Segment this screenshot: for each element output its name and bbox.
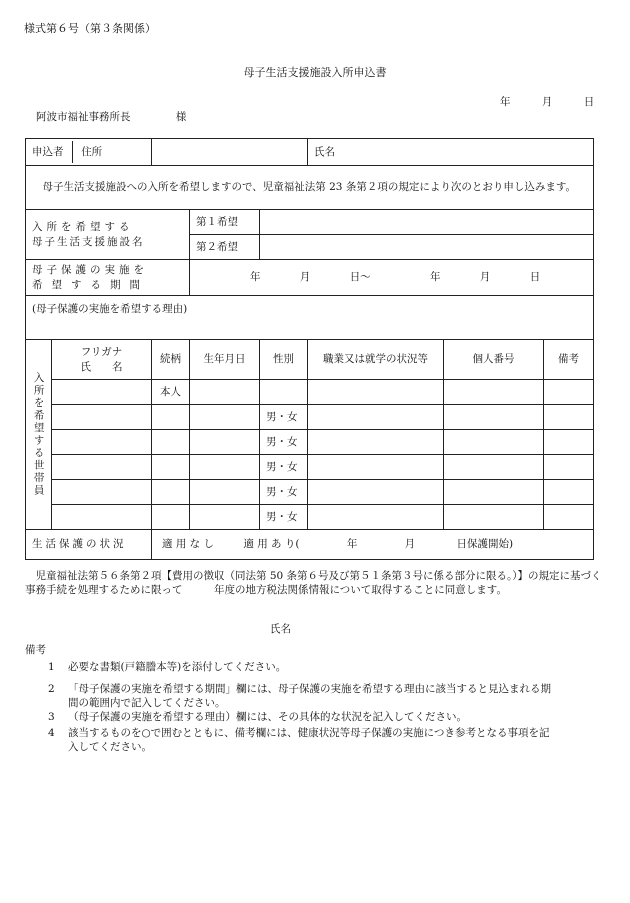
remarks-field[interactable] [544, 480, 594, 505]
note-text: （母子保護の実施を希望する理由）欄には、その具体的な状況を記入してください。 [68, 711, 467, 723]
personal-number-field[interactable] [444, 380, 544, 405]
period-day2: 日 [529, 271, 541, 284]
birthdate-field[interactable] [190, 480, 260, 505]
remarks-field[interactable] [544, 455, 594, 480]
period-year2: 年 [430, 271, 441, 284]
personal-number-field[interactable] [444, 430, 544, 455]
period-label [26, 260, 190, 296]
remarks-field[interactable] [544, 405, 594, 430]
birthdate-field[interactable] [190, 380, 260, 405]
table-row [26, 380, 594, 405]
col-personal-number: 個人番号 [444, 340, 544, 380]
relation-field[interactable] [152, 505, 190, 530]
choice2-field[interactable] [260, 235, 594, 260]
col-occupation: 職業又は就学の状況等 [308, 340, 444, 380]
statement: 母子生活支援施設への入所を希望しますので、児童福祉法第 23 条第２項の規定により次のとおり申し込みます。 [26, 166, 594, 210]
note-item [48, 682, 608, 710]
facility-label [26, 210, 190, 260]
applicant-label: 申込者 [32, 146, 64, 158]
address-field[interactable] [152, 139, 308, 166]
col-remarks: 備考 [544, 340, 594, 380]
sex-field[interactable]: 男・女 [260, 480, 308, 505]
personal-number-field[interactable] [444, 505, 544, 530]
choice1-label: 第１希望 [190, 210, 260, 235]
personal-number-field[interactable] [444, 455, 544, 480]
sex-field[interactable] [260, 380, 308, 405]
remarks-field[interactable] [544, 380, 594, 405]
col-name: 氏 名 [80, 360, 123, 373]
welfare-not-applied[interactable]: 適 用 な し [162, 538, 215, 551]
note-number: 3 [48, 711, 55, 723]
household-side-label: 入所を希望する世帯員 [26, 340, 52, 530]
birthdate-field[interactable] [190, 505, 260, 530]
addressee [36, 110, 186, 124]
col-birthdate: 生年月日 [190, 340, 260, 380]
note-item [48, 726, 608, 754]
welfare-year: 年 [346, 538, 358, 551]
addressee-honorific: 様 [175, 111, 187, 123]
member-name-field[interactable] [52, 455, 152, 480]
welfare-month: 月 [404, 538, 416, 551]
welfare-field[interactable] [152, 530, 594, 560]
member-name-field[interactable] [52, 430, 152, 455]
choice2-label: 第２希望 [190, 235, 260, 260]
personal-number-field[interactable] [444, 480, 544, 505]
sex-field[interactable]: 男・女 [260, 505, 308, 530]
note-text: 該当するものを○で囲むとともに、備考欄には、健康状況等母子保護の実施につき参考となる事項を記 [68, 727, 550, 739]
birthdate-field[interactable] [190, 430, 260, 455]
occupation-field[interactable] [308, 430, 444, 455]
addressee-name: 阿波市福祉事務所長 [36, 111, 131, 123]
application-table [25, 138, 594, 560]
relation-field[interactable] [152, 480, 190, 505]
note-item [48, 710, 608, 724]
birthdate-field[interactable] [190, 455, 260, 480]
form-number: 様式第６号（第３条関係） [24, 22, 156, 35]
welfare-label: 生活保護の状況 [26, 530, 152, 560]
note-number: 2 [48, 683, 55, 695]
period-year: 年 [250, 271, 261, 284]
welfare-applied[interactable]: 適 用 あ り( [243, 538, 300, 551]
signature-label: 氏名 [270, 623, 291, 635]
facility-label-line1: 入所を希望する [32, 221, 134, 234]
col-furigana: フリガナ [80, 346, 123, 359]
relation-field[interactable] [152, 405, 190, 430]
date-month-label: 月 [541, 96, 553, 108]
date-year-label: 年 [500, 96, 511, 108]
sex-field[interactable]: 男・女 [260, 430, 308, 455]
table-row [26, 455, 594, 480]
form-title: 母子生活支援施設入所申込書 [243, 66, 387, 79]
period-label-line2: 希望する期間 [32, 278, 149, 291]
notes-title: 備考 [25, 644, 46, 656]
period-month: 月 [299, 271, 311, 284]
occupation-field[interactable] [308, 505, 444, 530]
sex-field[interactable]: 男・女 [260, 455, 308, 480]
date-line [500, 95, 594, 109]
welfare-start: 日保護開始) [456, 538, 514, 551]
member-name-field[interactable] [52, 480, 152, 505]
member-name-field[interactable] [52, 405, 152, 430]
period-month2: 月 [479, 271, 491, 284]
remarks-field[interactable] [544, 505, 594, 530]
period-label-line1: 母子保護の実施を [32, 264, 148, 277]
name-label: 氏名 [314, 145, 336, 158]
reason-label: (母子保護の実施を希望する理由) [32, 303, 188, 315]
relation-field[interactable] [152, 430, 190, 455]
member-name-field[interactable] [52, 505, 152, 530]
birthdate-field[interactable] [190, 405, 260, 430]
choice1-field[interactable] [260, 210, 594, 235]
table-row [26, 405, 594, 430]
personal-number-field[interactable] [444, 405, 544, 430]
applicant-cell [26, 139, 152, 166]
reason-field[interactable] [26, 296, 594, 340]
relation-field[interactable] [152, 455, 190, 480]
name-field[interactable] [308, 139, 594, 166]
period-field[interactable] [190, 260, 594, 296]
sex-field[interactable]: 男・女 [260, 405, 308, 430]
member-name-field[interactable] [52, 380, 152, 405]
table-row [26, 505, 594, 530]
facility-label-line2: 母子生活支援施設名 [32, 235, 145, 248]
occupation-field[interactable] [308, 405, 444, 430]
note-item [48, 660, 608, 674]
table-row [26, 480, 594, 505]
note-number: 4 [48, 727, 55, 739]
period-day-from: 日～ [349, 271, 371, 284]
col-relation: 続柄 [152, 340, 190, 380]
col-furigana-name [52, 340, 152, 380]
relation-self: 本人 [152, 380, 190, 405]
note-text: 「母子保護の実施を希望する期間」欄には、母子保護の実施を希望する理由に該当すると見込まれる期 [68, 683, 551, 695]
remarks-field[interactable] [544, 430, 594, 455]
table-row [26, 430, 594, 455]
note-text: 必要な書類(戸籍謄本等)を添付してください。 [68, 661, 287, 673]
occupation-field[interactable] [308, 380, 444, 405]
consent-text: 児童福祉法第５６条第２項【費用の徴収（同法第 50 条第６号及び第５１条第３号に係る部分に限る。）】の規定に基づく事務手続を処理するために限って 年度の地方税法関係情報について取得することに同意します。 [25, 570, 602, 597]
occupation-field[interactable] [308, 455, 444, 480]
address-label: 住所 [81, 146, 103, 158]
note-number: 1 [48, 661, 55, 673]
occupation-field[interactable] [308, 480, 444, 505]
date-day-label: 日 [583, 96, 595, 108]
note-text-cont: 入してください。 [68, 741, 152, 754]
note-text-cont: 間の範囲内で記入してください。 [68, 697, 226, 710]
col-sex: 性別 [260, 340, 308, 380]
